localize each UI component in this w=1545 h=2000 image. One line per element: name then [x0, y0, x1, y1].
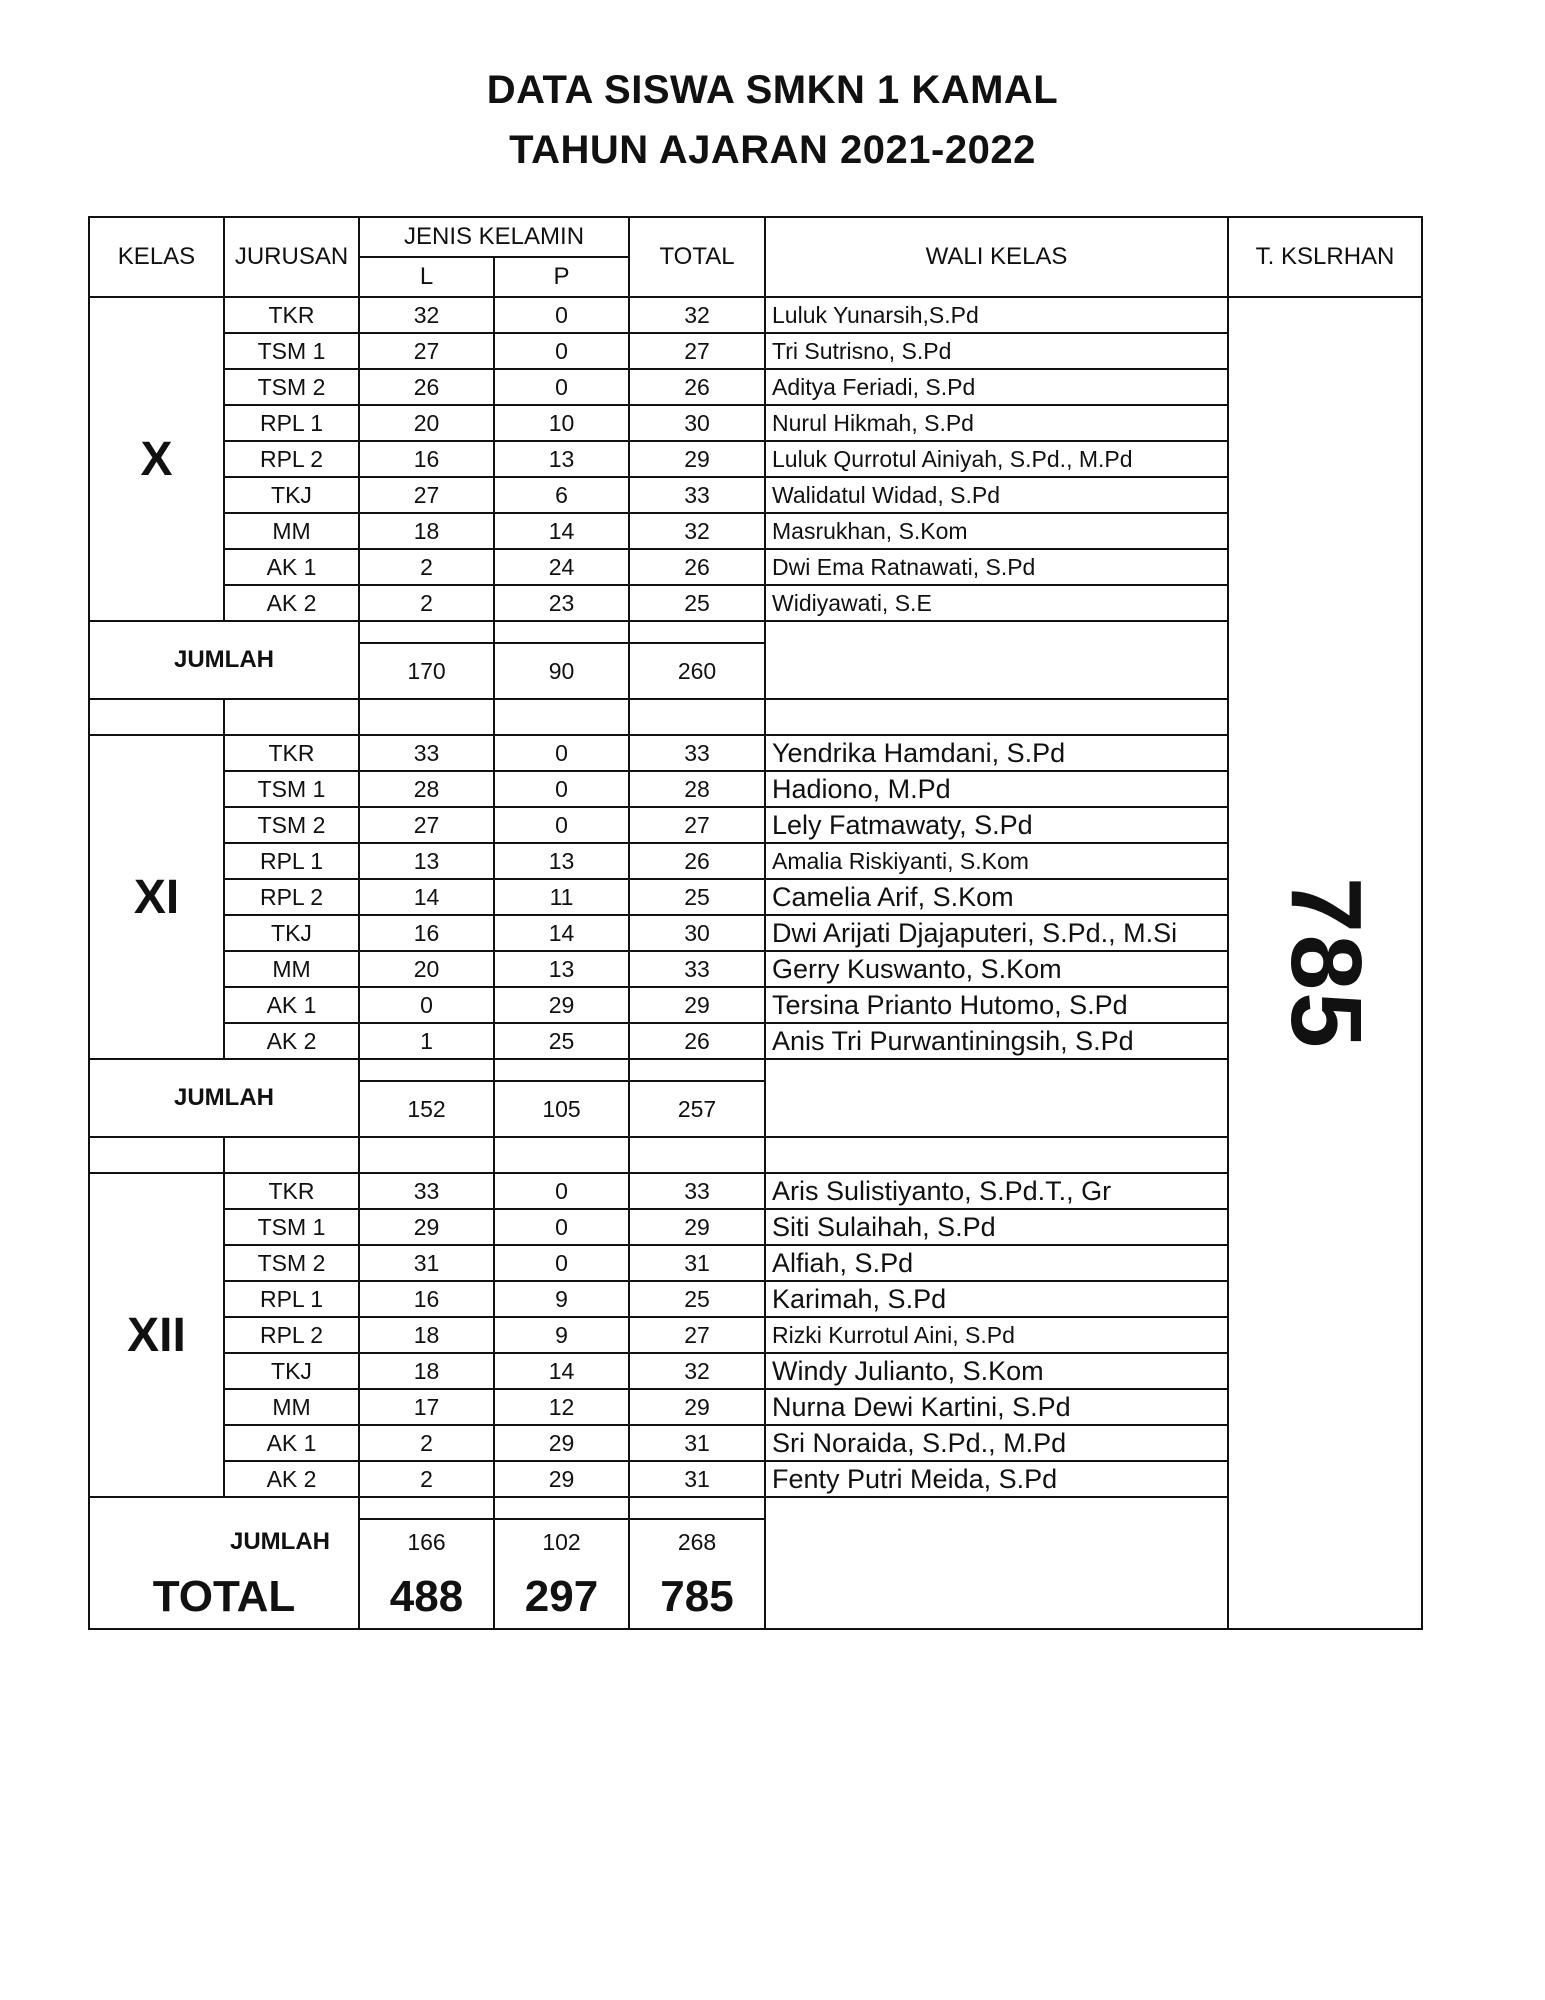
jurusan-cell: AK 2 — [224, 585, 359, 621]
p-cell: 0 — [494, 1209, 629, 1245]
jurusan-cell: TSM 2 — [224, 807, 359, 843]
table-row — [89, 1317, 1422, 1353]
p-cell: 0 — [494, 297, 629, 333]
l-cell: 2 — [359, 549, 494, 585]
total-cell: 28 — [629, 771, 765, 807]
jumlah-p: 90 — [494, 643, 629, 699]
wali-kelas-cell: Hadiono, M.Pd — [765, 771, 1228, 807]
jumlah-spacer-cell — [629, 1497, 765, 1519]
table-row — [89, 1023, 1422, 1059]
l-cell: 26 — [359, 369, 494, 405]
jurusan-cell: MM — [224, 513, 359, 549]
separator-cell — [765, 699, 1228, 735]
table-row — [89, 1209, 1422, 1245]
separator-cell — [359, 1137, 494, 1173]
jumlah-l: 152 — [359, 1081, 494, 1137]
jumlah-row — [89, 1059, 1422, 1081]
document-subtitle: TAHUN AJARAN 2021-2022 — [509, 128, 1036, 172]
l-cell: 20 — [359, 951, 494, 987]
l-cell: 29 — [359, 1209, 494, 1245]
table-row — [89, 1245, 1422, 1281]
l-cell: 33 — [359, 1173, 494, 1209]
table-row — [89, 369, 1422, 405]
wali-kelas-cell: Alfiah, S.Pd — [765, 1245, 1228, 1281]
total-cell: 33 — [629, 1173, 765, 1209]
jumlah-l: 170 — [359, 643, 494, 699]
total-cell: 31 — [629, 1245, 765, 1281]
wali-kelas-cell: Gerry Kuswanto, S.Kom — [765, 951, 1228, 987]
wali-kelas-cell: Luluk Yunarsih,S.Pd — [765, 297, 1228, 333]
l-cell: 27 — [359, 333, 494, 369]
kelas-cell: X — [89, 297, 224, 621]
jurusan-cell: MM — [224, 1389, 359, 1425]
wali-kelas-cell: Dwi Arijati Djajaputeri, S.Pd., M.Si — [765, 915, 1228, 951]
l-cell: 2 — [359, 585, 494, 621]
table-row — [89, 807, 1422, 843]
kelas-cell: XII — [89, 1173, 224, 1497]
l-cell: 31 — [359, 1245, 494, 1281]
wali-kelas-cell: Masrukhan, S.Kom — [765, 513, 1228, 549]
jurusan-cell: RPL 1 — [224, 1281, 359, 1317]
table-row — [89, 771, 1422, 807]
jumlah-spacer-cell — [359, 1059, 494, 1081]
p-cell: 10 — [494, 405, 629, 441]
separator-row — [89, 699, 1422, 735]
jumlah-total: 257 — [629, 1081, 765, 1137]
jumlah-label-spacer — [89, 1497, 359, 1519]
jurusan-cell: TKR — [224, 735, 359, 771]
jumlah-label: JUMLAH — [89, 1519, 359, 1565]
jumlah-wali-empty — [765, 1497, 1228, 1629]
table-row — [89, 1389, 1422, 1425]
l-cell: 20 — [359, 405, 494, 441]
wali-kelas-cell: Sri Noraida, S.Pd., M.Pd — [765, 1425, 1228, 1461]
total-label: TOTAL — [89, 1565, 359, 1629]
jumlah-total: 268 — [629, 1519, 765, 1565]
jumlah-spacer-cell — [494, 1497, 629, 1519]
table-row — [89, 1425, 1422, 1461]
l-cell: 33 — [359, 735, 494, 771]
l-cell: 1 — [359, 1023, 494, 1059]
l-cell: 27 — [359, 477, 494, 513]
jurusan-cell: AK 1 — [224, 987, 359, 1023]
p-cell: 0 — [494, 369, 629, 405]
jurusan-cell: AK 1 — [224, 549, 359, 585]
l-cell: 28 — [359, 771, 494, 807]
total-cell: 29 — [629, 987, 765, 1023]
jurusan-cell: TKR — [224, 1173, 359, 1209]
wali-kelas-cell: Walidatul Widad, S.Pd — [765, 477, 1228, 513]
wali-kelas-cell: Nurna Dewi Kartini, S.Pd — [765, 1389, 1228, 1425]
total-cell: 25 — [629, 879, 765, 915]
total-cell: 29 — [629, 441, 765, 477]
total-cell: 31 — [629, 1425, 765, 1461]
table-row — [89, 879, 1422, 915]
jumlah-spacer-cell — [494, 1059, 629, 1081]
jurusan-cell: RPL 1 — [224, 843, 359, 879]
wali-kelas-cell: Windy Julianto, S.Kom — [765, 1353, 1228, 1389]
jumlah-total: 260 — [629, 643, 765, 699]
kelas-cell: XI — [89, 735, 224, 1059]
jurusan-cell: TSM 2 — [224, 369, 359, 405]
l-cell: 0 — [359, 987, 494, 1023]
jurusan-cell: RPL 1 — [224, 405, 359, 441]
total-cell: 33 — [629, 477, 765, 513]
separator-cell — [224, 699, 359, 735]
p-cell: 23 — [494, 585, 629, 621]
jumlah-spacer-cell — [629, 1059, 765, 1081]
table-row — [89, 405, 1422, 441]
p-cell: 25 — [494, 1023, 629, 1059]
separator-cell — [224, 1137, 359, 1173]
l-cell: 16 — [359, 441, 494, 477]
grand-total-vertical: 785 — [1269, 876, 1382, 1050]
jumlah-wali-empty — [765, 621, 1228, 699]
header-wali-kelas: WALI KELAS — [765, 217, 1228, 297]
table-row — [89, 549, 1422, 585]
jurusan-cell: RPL 2 — [224, 441, 359, 477]
p-cell: 13 — [494, 951, 629, 987]
jurusan-cell: AK 1 — [224, 1425, 359, 1461]
header-t-kslrhan: T. KSLRHAN — [1228, 217, 1422, 297]
wali-kelas-cell: Nurul Hikmah, S.Pd — [765, 405, 1228, 441]
header-p: P — [494, 257, 629, 297]
wali-kelas-cell: Karimah, S.Pd — [765, 1281, 1228, 1317]
l-cell: 32 — [359, 297, 494, 333]
jurusan-cell: TSM 1 — [224, 771, 359, 807]
total-cell: 30 — [629, 915, 765, 951]
table-row — [89, 987, 1422, 1023]
l-cell: 18 — [359, 513, 494, 549]
table-row — [89, 585, 1422, 621]
jumlah-spacer-cell — [494, 621, 629, 643]
p-cell: 0 — [494, 807, 629, 843]
t-kslrhan-cell — [1228, 297, 1422, 1629]
jurusan-cell: TSM 2 — [224, 1245, 359, 1281]
l-cell: 2 — [359, 1425, 494, 1461]
jumlah-row — [89, 1497, 1422, 1519]
table-row — [89, 1173, 1422, 1209]
header-kelas: KELAS — [89, 217, 224, 297]
separator-cell — [359, 699, 494, 735]
wali-kelas-cell: Widiyawati, S.E — [765, 585, 1228, 621]
student-data-table — [88, 216, 1423, 1630]
jumlah-wali-empty — [765, 1059, 1228, 1137]
jumlah-label: JUMLAH — [89, 1059, 359, 1137]
total-cell: 29 — [629, 1389, 765, 1425]
p-cell: 13 — [494, 441, 629, 477]
wali-kelas-cell: Tri Sutrisno, S.Pd — [765, 333, 1228, 369]
header-row — [89, 217, 1422, 257]
p-cell: 12 — [494, 1389, 629, 1425]
jurusan-cell: TSM 1 — [224, 333, 359, 369]
jurusan-cell: RPL 2 — [224, 1317, 359, 1353]
total-cell: 27 — [629, 333, 765, 369]
separator-cell — [629, 1137, 765, 1173]
jurusan-cell: TSM 1 — [224, 1209, 359, 1245]
jurusan-cell: TKJ — [224, 477, 359, 513]
jurusan-cell: TKJ — [224, 915, 359, 951]
p-cell: 29 — [494, 1425, 629, 1461]
l-cell: 16 — [359, 1281, 494, 1317]
wali-kelas-cell: Camelia Arif, S.Kom — [765, 879, 1228, 915]
p-cell: 6 — [494, 477, 629, 513]
wali-kelas-cell: Fenty Putri Meida, S.Pd — [765, 1461, 1228, 1497]
p-cell: 0 — [494, 735, 629, 771]
p-cell: 13 — [494, 843, 629, 879]
separator-cell — [629, 699, 765, 735]
table-row — [89, 1461, 1422, 1497]
table-row — [89, 333, 1422, 369]
l-cell: 18 — [359, 1353, 494, 1389]
p-cell: 9 — [494, 1317, 629, 1353]
total-cell: 33 — [629, 951, 765, 987]
l-cell: 16 — [359, 915, 494, 951]
grand-total-p: 297 — [494, 1565, 629, 1629]
table-row — [89, 843, 1422, 879]
wali-kelas-cell: Dwi Ema Ratnawati, S.Pd — [765, 549, 1228, 585]
jurusan-cell: AK 2 — [224, 1023, 359, 1059]
p-cell: 0 — [494, 1245, 629, 1281]
l-cell: 27 — [359, 807, 494, 843]
table-row — [89, 477, 1422, 513]
jumlah-spacer-cell — [629, 621, 765, 643]
table-row — [89, 915, 1422, 951]
total-cell: 32 — [629, 513, 765, 549]
p-cell: 9 — [494, 1281, 629, 1317]
jurusan-cell: MM — [224, 951, 359, 987]
l-cell: 14 — [359, 879, 494, 915]
table-row — [89, 735, 1422, 771]
wali-kelas-cell: Aditya Feriadi, S.Pd — [765, 369, 1228, 405]
jurusan-cell: TKR — [224, 297, 359, 333]
total-cell: 33 — [629, 735, 765, 771]
jumlah-p: 102 — [494, 1519, 629, 1565]
header-total: TOTAL — [629, 217, 765, 297]
wali-kelas-cell: Siti Sulaihah, S.Pd — [765, 1209, 1228, 1245]
wali-kelas-cell: Tersina Prianto Hutomo, S.Pd — [765, 987, 1228, 1023]
wali-kelas-cell: Yendrika Hamdani, S.Pd — [765, 735, 1228, 771]
separator-cell — [89, 1137, 224, 1173]
table-row — [89, 513, 1422, 549]
total-cell: 26 — [629, 369, 765, 405]
jumlah-spacer-cell — [359, 1497, 494, 1519]
jurusan-cell: TKJ — [224, 1353, 359, 1389]
jumlah-label: JUMLAH — [89, 621, 359, 699]
l-cell: 18 — [359, 1317, 494, 1353]
total-cell: 26 — [629, 549, 765, 585]
header-jenis-kelamin: JENIS KELAMIN — [359, 217, 629, 257]
table-row — [89, 1353, 1422, 1389]
p-cell: 24 — [494, 549, 629, 585]
jurusan-cell: AK 2 — [224, 1461, 359, 1497]
header-l: L — [359, 257, 494, 297]
header-jurusan: JURUSAN — [224, 217, 359, 297]
p-cell: 0 — [494, 333, 629, 369]
separator-row — [89, 1137, 1422, 1173]
separator-cell — [89, 699, 224, 735]
separator-cell — [494, 1137, 629, 1173]
p-cell: 14 — [494, 1353, 629, 1389]
total-cell: 27 — [629, 807, 765, 843]
jumlah-p: 105 — [494, 1081, 629, 1137]
p-cell: 0 — [494, 1173, 629, 1209]
p-cell: 29 — [494, 1461, 629, 1497]
p-cell: 0 — [494, 771, 629, 807]
p-cell: 14 — [494, 513, 629, 549]
jurusan-cell: RPL 2 — [224, 879, 359, 915]
total-cell: 26 — [629, 1023, 765, 1059]
total-cell: 29 — [629, 1209, 765, 1245]
total-cell: 32 — [629, 1353, 765, 1389]
grand-total-total: 785 — [629, 1565, 765, 1629]
wali-kelas-cell: Lely Fatmawaty, S.Pd — [765, 807, 1228, 843]
table-row — [89, 1281, 1422, 1317]
separator-cell — [494, 699, 629, 735]
wali-kelas-cell: Rizki Kurrotul Aini, S.Pd — [765, 1317, 1228, 1353]
l-cell: 17 — [359, 1389, 494, 1425]
total-cell: 25 — [629, 585, 765, 621]
total-cell: 25 — [629, 1281, 765, 1317]
p-cell: 14 — [494, 915, 629, 951]
l-cell: 13 — [359, 843, 494, 879]
jumlah-l: 166 — [359, 1519, 494, 1565]
grand-total-l: 488 — [359, 1565, 494, 1629]
separator-cell — [765, 1137, 1228, 1173]
total-cell: 27 — [629, 1317, 765, 1353]
wali-kelas-cell: Aris Sulistiyanto, S.Pd.T., Gr — [765, 1173, 1228, 1209]
p-cell: 11 — [494, 879, 629, 915]
document-title: DATA SISWA SMKN 1 KAMAL — [486, 68, 1059, 112]
l-cell: 2 — [359, 1461, 494, 1497]
table-row — [89, 951, 1422, 987]
total-cell: 26 — [629, 843, 765, 879]
total-cell: 30 — [629, 405, 765, 441]
p-cell: 29 — [494, 987, 629, 1023]
total-cell: 31 — [629, 1461, 765, 1497]
jumlah-row — [89, 621, 1422, 643]
jumlah-spacer-cell — [359, 621, 494, 643]
wali-kelas-cell: Luluk Qurrotul Ainiyah, S.Pd., M.Pd — [765, 441, 1228, 477]
table-row — [89, 297, 1422, 333]
wali-kelas-cell: Amalia Riskiyanti, S.Kom — [765, 843, 1228, 879]
wali-kelas-cell: Anis Tri Purwantiningsih, S.Pd — [765, 1023, 1228, 1059]
table-row — [89, 441, 1422, 477]
total-cell: 32 — [629, 297, 765, 333]
